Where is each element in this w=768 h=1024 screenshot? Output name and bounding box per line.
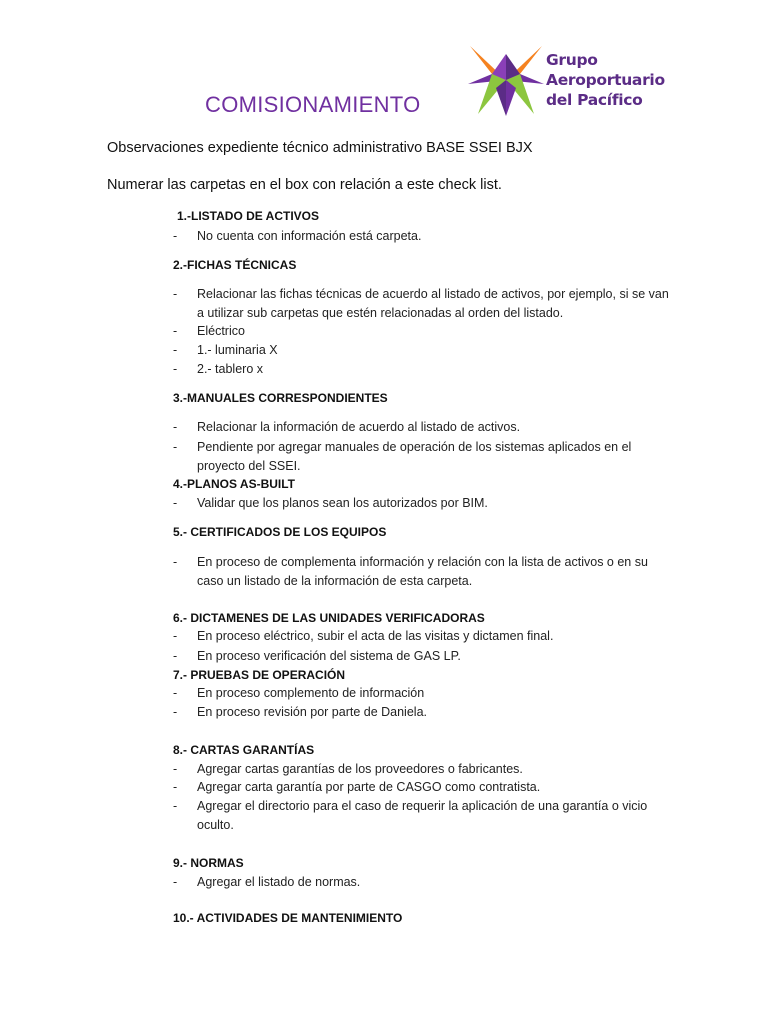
section-heading-6: 6.- DICTAMENES DE LAS UNIDADES VERIFICADORAS (173, 611, 485, 625)
bullet-dash: - (173, 324, 178, 338)
section-heading-10: 10.- ACTIVIDADES DE MANTENIMIENTO (173, 911, 403, 925)
list-item: - Pendiente por agregar manuales de operación de los sistemas aplicados en el proyecto del SSEI. (173, 440, 632, 473)
section-heading-2: 2.-FICHAS TÉCNICAS (173, 258, 297, 272)
logo-line-3: del Pacífico (546, 91, 643, 109)
bullet-dash: - (173, 496, 178, 510)
bullet-dash: - (173, 686, 178, 700)
company-logo (466, 44, 666, 118)
intro-observations: Observaciones expediente técnico administrativo BASE SSEI BJX (107, 140, 533, 156)
list-item: - Agregar cartas garantías de los proveedores o fabricantes. (173, 760, 673, 779)
bullet-dash: - (173, 362, 178, 376)
bullet-dash: - (173, 705, 178, 719)
list-item: - Relacionar las fichas técnicas de acuerdo al listado de activos, por ejemplo, si se van a utilizar sub carpetas que estén relacionadas al orden del listado. (173, 287, 669, 320)
list-item: - En proceso complemento de información (173, 684, 673, 703)
list-item: - Agregar carta garantía por parte de CASGO como contratista. (173, 778, 673, 797)
logo-wordmark (546, 50, 665, 110)
intro-instructions: Numerar las carpetas en el box con relación a este check list. (107, 177, 502, 193)
bullet-dash: - (173, 649, 178, 663)
bullet-dash: - (173, 440, 178, 454)
section-heading-8: 8.- CARTAS GARANTÍAS (173, 743, 315, 757)
list-item: - Eléctrico (173, 322, 673, 341)
section-heading-4: 4.-PLANOS AS-BUILT (173, 477, 295, 491)
list-item: - Relacionar la información de acuerdo al listado de activos. (173, 418, 673, 437)
bullet-dash: - (173, 287, 178, 301)
bullet-dash: - (173, 875, 178, 889)
bullet-dash: - (173, 420, 178, 434)
bullet-dash: - (173, 555, 178, 569)
bullet-dash: - (173, 343, 178, 357)
section-heading-7: 7.- PRUEBAS DE OPERACIÓN (173, 668, 346, 682)
section-heading-5: 5.- CERTIFICADOS DE LOS EQUIPOS (173, 525, 387, 539)
list-item: - En proceso eléctrico, subir el acta de las visitas y dictamen final. (173, 627, 673, 646)
logo-line-2: Aeroportuario (546, 71, 665, 89)
logo-line-1: Grupo (546, 51, 598, 69)
bullet-dash: - (173, 799, 178, 813)
list-item: - Agregar el directorio para el caso de requerir la aplicación de una garantía o vicio oculto. (173, 799, 648, 832)
list-item: - Agregar el listado de normas. (173, 873, 673, 892)
section-heading-9: 9.- NORMAS (173, 856, 244, 870)
bullet-dash: - (173, 762, 178, 776)
list-item: - En proceso de complementa información y relación con la lista de activos o en su caso un listado de la información de esta carpeta. (173, 555, 648, 588)
section-heading-1: 1.-LISTADO DE ACTIVOS (177, 209, 320, 223)
list-item: - Validar que los planos sean los autorizados por BIM. (173, 494, 673, 513)
list-item: - No cuenta con información está carpeta. (173, 227, 673, 246)
section-heading-3: 3.-MANUALES CORRESPONDIENTES (173, 391, 388, 405)
list-item: - 2.- tablero x (173, 360, 673, 379)
list-item: - En proceso verificación del sistema de GAS LP. (173, 647, 673, 666)
list-item: - 1.- luminaria X (173, 341, 673, 360)
bullet-dash: - (173, 780, 178, 794)
star-logo-icon (466, 44, 546, 118)
bullet-dash: - (173, 229, 178, 243)
bullet-dash: - (173, 629, 178, 643)
document-title: COMISIONAMIENTO (205, 92, 421, 117)
list-item: - En proceso revisión por parte de Daniela. (173, 703, 673, 722)
